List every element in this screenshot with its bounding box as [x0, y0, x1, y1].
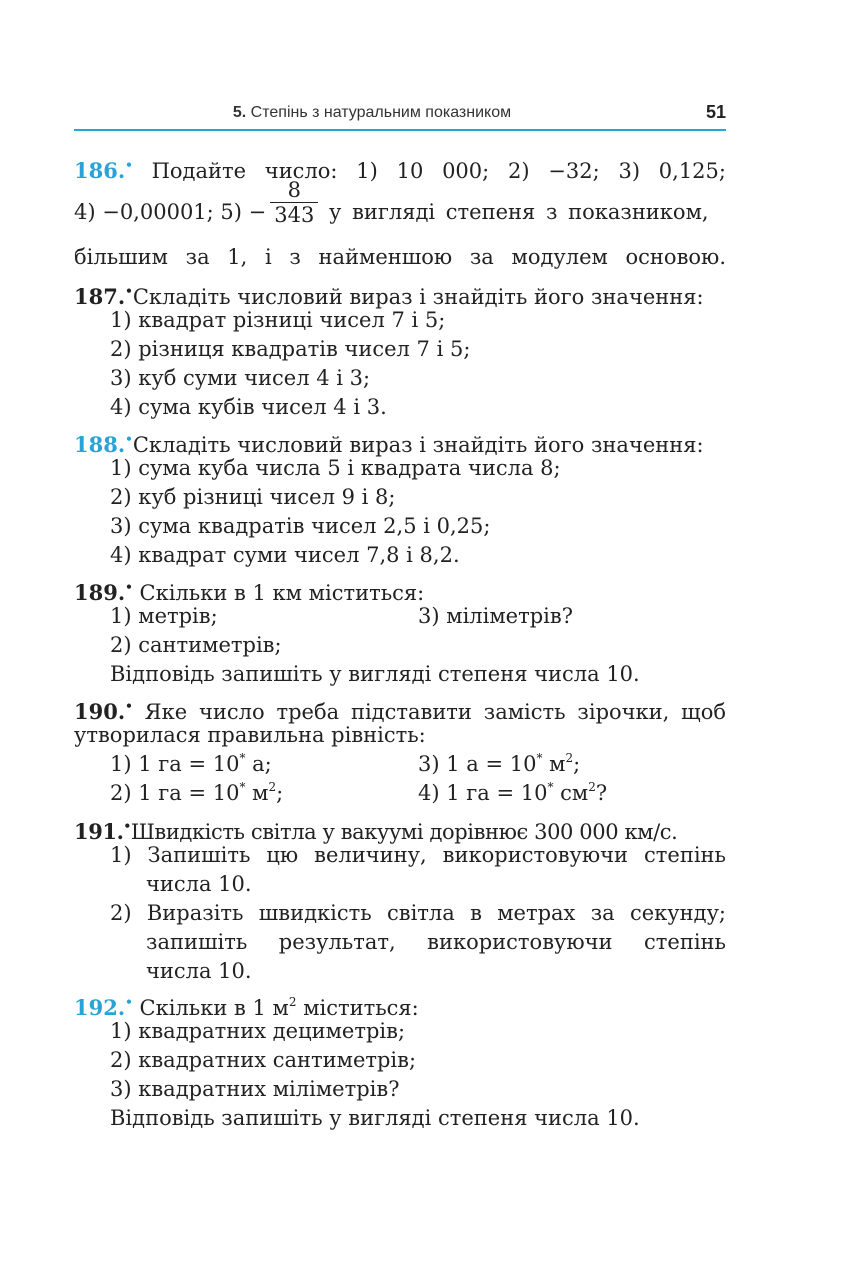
- list-item: 2) сантиметрів;: [110, 633, 282, 657]
- list-item: 1) 1 га = 10* а; 3) 1 а = 10* $м^2$;: [110, 751, 581, 776]
- problem-number: 192.: [74, 995, 126, 1020]
- list-item: 3) квадратних міліметрів?: [110, 1077, 400, 1101]
- chapter-title: Степінь з натуральним показником: [250, 104, 512, 121]
- chapter-number: 5.: [232, 104, 247, 121]
- difficulty-dot-icon: •: [125, 432, 133, 446]
- problem-186-line-2: 4) −0,00001; 5) − $\frac{8}{343}$ у вигляді степеня з показником,: [74, 178, 709, 227]
- list-item: 2) різниця квадратів чисел 7 і 5;: [110, 337, 471, 361]
- list-item-continuation: числа 10.: [146, 872, 252, 896]
- problem-191-header: 191.•Швидкість світла у вакуумі дорівнює 300 000 км/с.: [74, 819, 678, 844]
- list-item-continuation: запишіть результат, використовуючи степінь: [146, 930, 726, 954]
- problem-186-line-1: 186.• Подайте число: 1) 10 000; 2) −32; 3) 0,125;: [74, 158, 726, 183]
- header-rule: [74, 129, 726, 131]
- list-item: 3) сума квадратів чисел 2,5 і 0,25;: [110, 514, 491, 538]
- fraction: $\frac{8}{343}$: [270, 178, 318, 227]
- problem-190-line-1: 190.• Яке число треба підставити замість зірочки, щоб: [74, 699, 726, 724]
- list-item: 1) метрів; 3) міліметрів?: [110, 604, 573, 628]
- problem-number: 190.: [74, 699, 126, 724]
- list-item-continuation: числа 10.: [146, 959, 252, 983]
- problem-188-header: 188.•Складіть числовий вираз і знайдіть його значення:: [74, 432, 704, 457]
- difficulty-dot-icon: •: [125, 284, 133, 298]
- difficulty-dot-icon: •: [125, 699, 133, 713]
- answer-note: Відповідь запишіть у вигляді степеня числа 10.: [110, 1106, 640, 1130]
- difficulty-dot-icon: •: [125, 158, 133, 172]
- problem-192-header: 192.• Скільки в 1 $м^2$ міститься:: [74, 995, 419, 1020]
- list-item: 2) квадратних сантиметрів;: [110, 1048, 417, 1072]
- list-item: 1) квадрат різниці чисел 7 і 5;: [110, 308, 446, 332]
- difficulty-dot-icon: •: [125, 580, 133, 594]
- problem-number: 186.: [74, 158, 126, 183]
- problem-number: 188.: [74, 432, 126, 457]
- page-number: 51: [705, 102, 726, 122]
- list-item: 2) 1 га = 10* $м^2$; 4) 1 га = 10* $см^2$?: [110, 780, 608, 805]
- difficulty-dot-icon: •: [125, 995, 133, 1009]
- problem-186-line-3: більшим за 1, і з найменшою за модулем основою.: [74, 245, 726, 269]
- list-item: 4) квадрат суми чисел 7,8 і 8,2.: [110, 543, 460, 567]
- difficulty-dot-icon: •: [123, 819, 131, 833]
- problem-number: 187.: [74, 284, 126, 309]
- problem-189-header: 189.• Скільки в 1 км міститься:: [74, 580, 425, 605]
- list-item: 1) квадратних дециметрів;: [110, 1019, 406, 1043]
- list-item: 1) Запишіть цю величину, використовуючи степінь: [110, 843, 726, 867]
- problem-190-line-2: утворилася правильна рівність:: [74, 723, 426, 747]
- answer-note: Відповідь запишіть у вигляді степеня числа 10.: [110, 662, 640, 686]
- list-item: 4) сума кубів чисел 4 і 3.: [110, 395, 387, 419]
- list-item: 2) Виразіть швидкість світла в метрах за секунду;: [110, 901, 726, 925]
- problem-number: 191.: [74, 819, 124, 844]
- list-item: 1) сума куба числа 5 і квадрата числа 8;: [110, 456, 561, 480]
- chapter-heading: [74, 104, 670, 122]
- problem-number: 189.: [74, 580, 126, 605]
- problem-187-header: 187.•Складіть числовий вираз і знайдіть його значення:: [74, 284, 704, 309]
- list-item: 2) куб різниці чисел 9 і 8;: [110, 485, 396, 509]
- list-item: 3) куб суми чисел 4 і 3;: [110, 366, 371, 390]
- running-header: [74, 102, 726, 128]
